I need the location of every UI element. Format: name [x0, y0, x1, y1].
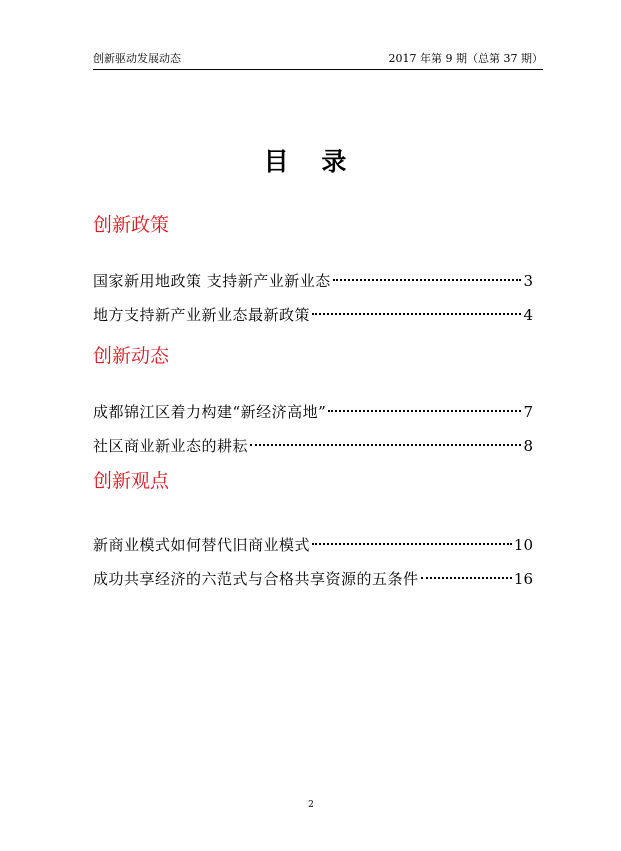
header-rule	[93, 69, 543, 70]
section-innovation-policy	[93, 212, 533, 332]
issue-number: 2017 年第 9 期（总第 37 期）	[388, 52, 543, 65]
toc-entry[interactable]	[93, 395, 533, 429]
section-innovation-views	[93, 468, 533, 596]
toc-title: 目 录	[263, 147, 359, 176]
dot-leader	[328, 410, 521, 412]
running-header	[93, 49, 543, 69]
toc-entry-title: 国家新用地政策 支持新产业新业态	[93, 272, 331, 290]
section-title: 创新观点	[93, 470, 170, 492]
dot-leader	[312, 313, 521, 315]
toc-entry-title: 地方支持新产业新业态最新政策	[93, 306, 311, 324]
toc-entry[interactable]	[93, 562, 533, 596]
section-innovation-news	[93, 343, 533, 463]
dot-leader	[312, 543, 512, 545]
toc-entry[interactable]	[93, 528, 533, 562]
publication-name: 创新驱动发展动态	[93, 52, 181, 65]
toc-entry-page: 16	[513, 570, 533, 588]
dot-leader	[250, 444, 521, 446]
toc-entry[interactable]	[93, 298, 533, 332]
toc-entry-title: 成都锦江区着力构建“新经济高地”	[93, 403, 327, 421]
dot-leader	[333, 279, 522, 281]
toc-entry[interactable]	[93, 429, 533, 463]
toc-entry-title: 新商业模式如何替代旧商业模式	[93, 536, 311, 554]
toc-entry-title: 社区商业新业态的耕耘	[93, 437, 249, 455]
toc-entry-page: 3	[523, 272, 533, 290]
toc-entry-page: 10	[513, 536, 533, 554]
dot-leader	[421, 577, 512, 579]
toc-entry-page: 7	[523, 403, 533, 421]
section-title: 创新动态	[93, 345, 170, 367]
toc-entry[interactable]	[93, 264, 533, 298]
section-title: 创新政策	[93, 214, 170, 236]
page-number: 2	[308, 800, 314, 810]
toc-entry-page: 4	[523, 306, 533, 324]
toc-entry-title: 成功共享经济的六范式与合格共享资源的五条件	[93, 570, 419, 588]
toc-entry-page: 8	[523, 437, 533, 455]
